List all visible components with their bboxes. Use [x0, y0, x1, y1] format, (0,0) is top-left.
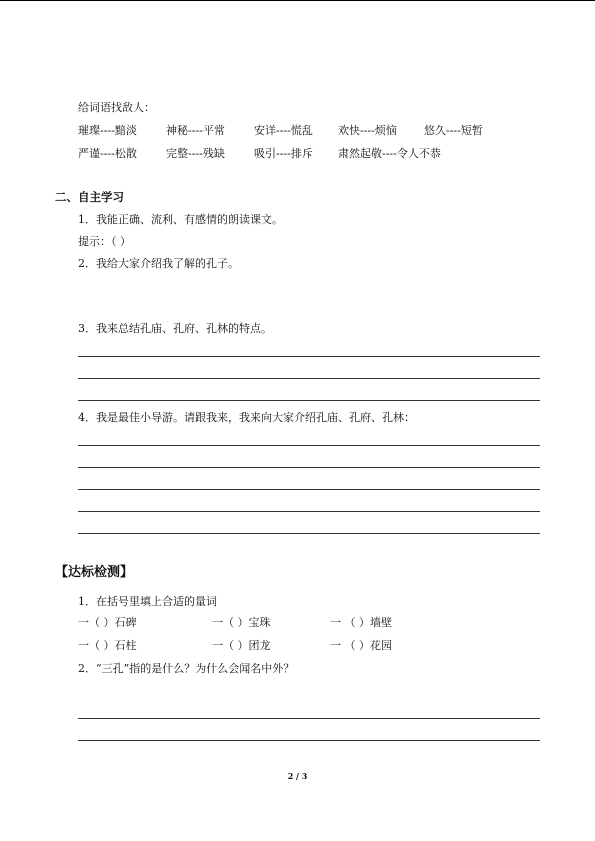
section-heading-self-study: 二、自主学习 [55, 190, 124, 204]
measure-word-blank[interactable]: 一 （ ）墙壁 [330, 616, 392, 629]
header-rule [0, 0, 595, 1]
antonym-pair: 严谨----松散 [78, 147, 137, 160]
antonym-intro: 给词语找敌人： [78, 101, 155, 114]
answer-line[interactable] [78, 378, 540, 379]
answer-line[interactable] [78, 511, 540, 512]
measure-word-blank[interactable]: 一（ ）石碑 [78, 616, 137, 629]
antonym-pair: 肃然起敬----令人不恭 [338, 147, 441, 160]
assessment-question-2: 2．“三孔”指的是什么？为什么会闻名中外？ [78, 662, 295, 675]
page-number: 2 / 3 [287, 771, 308, 781]
question-3: 3．我来总结孔庙、孔府、孔林的特点。 [78, 322, 272, 335]
answer-line[interactable] [78, 445, 540, 446]
antonym-pair: 吸引----排斥 [254, 147, 313, 160]
hint-line: 提示：（ ） [78, 235, 131, 248]
answer-line[interactable] [78, 489, 540, 490]
answer-line[interactable] [78, 356, 540, 357]
antonym-pair: 璀璨----黯淡 [78, 124, 137, 137]
antonym-pair: 悠久----短暂 [424, 124, 483, 137]
section-heading-assessment: 【达标检测】 [55, 565, 134, 580]
answer-line[interactable] [78, 533, 540, 534]
antonym-pair: 完整----残缺 [166, 147, 225, 160]
answer-line[interactable] [78, 718, 540, 719]
antonym-pair: 欢快----烦恼 [338, 124, 397, 137]
antonym-pair: 安详----慌乱 [254, 124, 313, 137]
measure-word-blank[interactable]: 一 （ ）花园 [330, 639, 392, 652]
assessment-question-1: 1．在括号里填上合适的量词 [78, 595, 217, 608]
answer-line[interactable] [78, 467, 540, 468]
answer-line[interactable] [78, 740, 540, 741]
measure-word-blank[interactable]: 一（ ）宝珠 [212, 616, 271, 629]
question-2: 2．我给大家介绍我了解的孔子。 [78, 257, 239, 270]
answer-line[interactable] [78, 400, 540, 401]
question-4: 4．我是最佳小导游。请跟我来，我来向大家介绍孔庙、孔府、孔林： [78, 411, 415, 424]
antonym-pair: 神秘----平常 [166, 124, 225, 137]
measure-word-blank[interactable]: 一（ ）团龙 [212, 639, 271, 652]
question-1: 1．我能正确、流利、有感情的朗读课文。 [78, 213, 283, 226]
measure-word-blank[interactable]: 一（ ）石柱 [78, 639, 137, 652]
